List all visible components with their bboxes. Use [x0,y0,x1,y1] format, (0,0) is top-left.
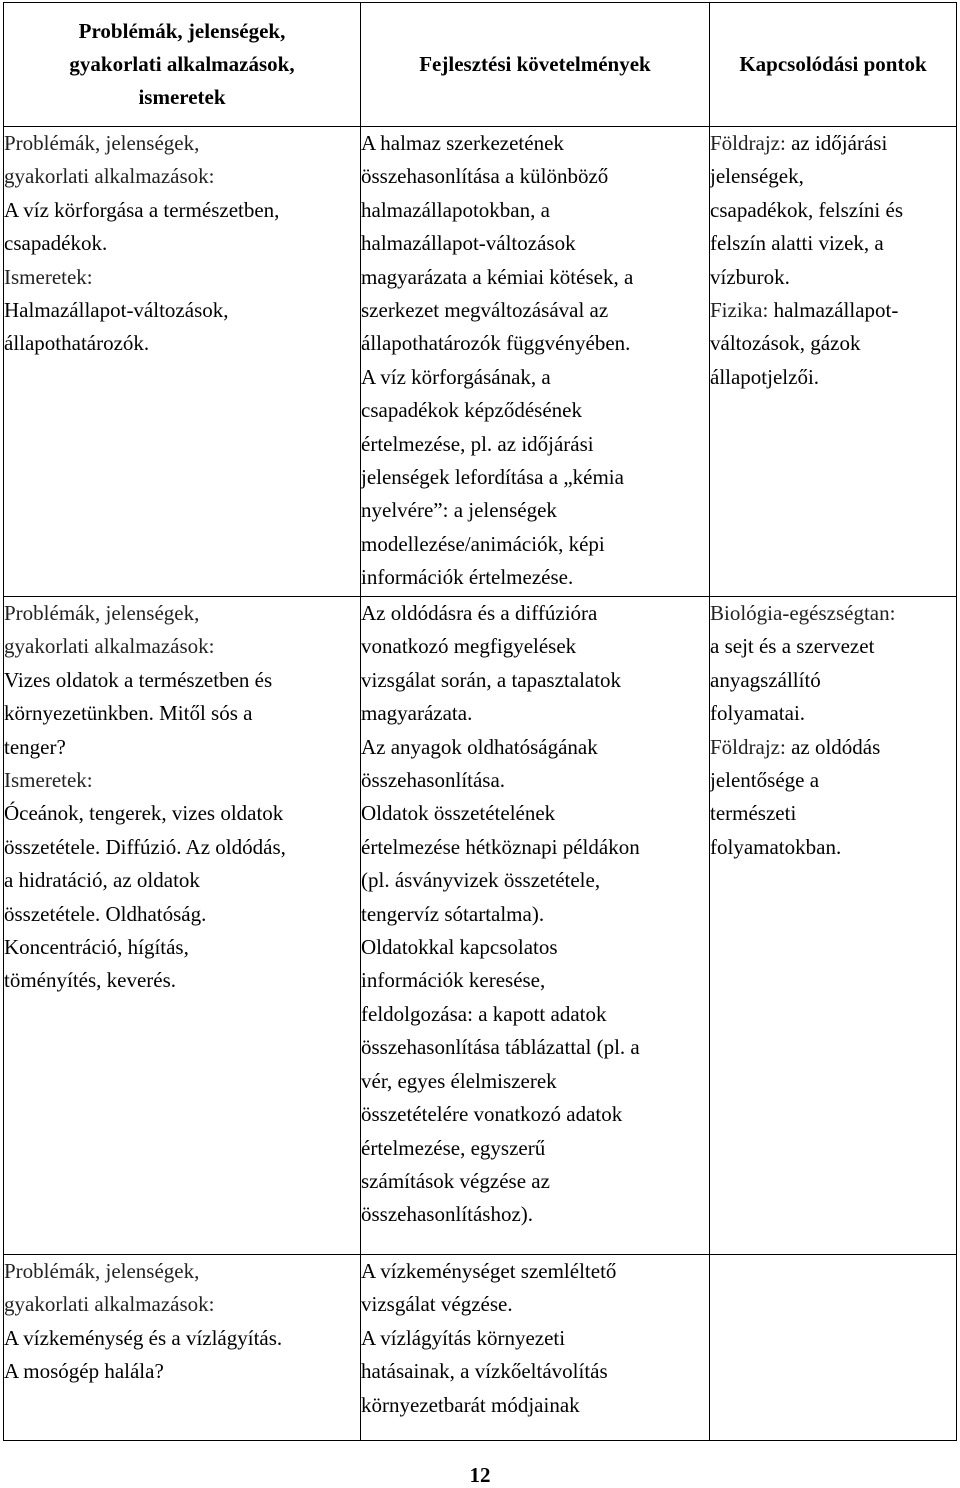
page-number: 12 [469,1463,491,1487]
subject-label: Földrajz: [710,131,786,155]
problems-text: A mosógép halála? [4,1359,164,1384]
row2-requirements-cell [361,597,710,1255]
req-line: számítások végzése az [361,1168,550,1193]
req-line: magyarázata. [361,701,473,726]
problems-text: A vízkeménység és a vízlágyítás. [4,1325,283,1350]
connection-text: változások, gázok [710,331,861,356]
connection-text: jelentősége a [710,768,820,793]
connection-text: csapadékok, felszíni és [710,197,904,222]
problems-label: Problémák, jelenségek, [4,131,200,155]
req-line: állapothatározók függvényében. [361,331,631,356]
req-line: információk értelmezése. [361,565,574,590]
problems-label: Problémák, jelenségek, [4,1259,200,1283]
req-line: szerkezet megváltozásával az [361,298,609,323]
req-line: A vízkeménységet szemléltető [361,1259,617,1283]
header-col1-line: gyakorlati alkalmazások, [69,52,295,76]
connection-entry [710,294,956,327]
req-line: feldolgozása: a kapott adatok [361,1001,607,1026]
header-col-problems [4,3,361,127]
knowledge-text: Óceánok, tengerek, vizes oldatok [4,801,284,826]
row1-problems-cell [4,127,361,597]
knowledge-text: Halmazállapot-változások, [4,298,229,323]
row2-problems-cell [4,597,361,1255]
table-row [4,597,957,1255]
connection-text: az oldódás [785,734,881,759]
header-col3-text: Kapcsolódási pontok [739,52,927,76]
connection-text: felszín alatti vizek, a [710,231,884,256]
req-line: összehasonlításhoz). [361,1202,534,1227]
knowledge-text: összetétele. Oldhatóság. [4,901,207,926]
req-line: A halmaz szerkezetének [361,131,564,155]
connection-text: jelenségek, [710,164,804,189]
connection-text: halmazállapot- [768,298,899,323]
problems-label: gyakorlati alkalmazások: [4,164,215,189]
header-col-connections [710,3,957,127]
row1-requirements-cell [361,127,710,597]
row3-connections-cell [710,1255,957,1441]
req-line: Az oldódásra és a diffúzióra [361,601,598,625]
subject-label: Földrajz: [710,734,786,759]
knowledge-text: a hidratáció, az oldatok [4,868,200,893]
knowledge-text: töményítés, keverés. [4,968,177,993]
req-line: A vízlágyítás környezeti [361,1325,566,1350]
knowledge-label: Ismeretek: [4,264,93,289]
req-line: tengervíz sótartalma). [361,901,545,926]
problems-text: A víz körforgása a természetben, [4,197,280,222]
req-line: összehasonlítása a különböző [361,164,609,189]
req-line: Oldatokkal kapcsolatos [361,935,558,960]
req-line: összetételére vonatkozó adatok [361,1102,623,1127]
req-line: halmazállapotokban, a [361,197,550,222]
req-line: értelmezése, pl. az időjárási [361,431,594,456]
connection-text: természeti [710,801,797,826]
subject-label: Biológia-egészségtan: [710,601,896,625]
knowledge-text: állapothatározók. [4,331,150,356]
req-line: magyarázata a kémiai kötések, a [361,264,634,289]
knowledge-text: összetétele. Diffúzió. Az oldódás, [4,834,286,859]
row3-problems-cell [4,1255,361,1441]
connection-text: állapotjelzői. [710,364,820,389]
req-line: vonatkozó megfigyelések [361,634,577,659]
row3-requirements-cell [361,1255,710,1441]
connection-entry [710,731,956,764]
req-line: jelenségek lefordítása a „kémia [361,465,624,490]
header-col-requirements [361,3,710,127]
curriculum-table [3,2,957,1441]
connection-text: az időjárási [785,131,888,155]
connection-text: a sejt és a szervezet [710,634,875,659]
req-line: csapadékok képződésének [361,398,582,423]
req-line: vér, egyes élelmiszerek [361,1068,557,1093]
req-line: modellezése/animációk, képi [361,531,605,556]
req-line: halmazállapot-változások [361,231,576,256]
row2-connections-cell [710,597,957,1255]
req-line: nyelvére”: a jelenségek [361,498,557,523]
req-line: összehasonlítása. [361,768,506,793]
req-line: összehasonlítása táblázattal (pl. a [361,1035,640,1060]
req-line: Oldatok összetételének [361,801,556,826]
header-col1-line: ismeretek [138,85,226,109]
req-line: (pl. ásványvizek összetétele, [361,868,601,893]
problems-text: tenger? [4,734,66,759]
table-row [4,1255,957,1441]
connection-text: vízburok. [710,264,790,289]
connection-text: folyamatai. [710,701,806,726]
problems-text: környezetünkben. Mitől sós a [4,701,253,726]
table-row [4,127,957,597]
req-line: értelmezése hétköznapi példákon [361,834,640,859]
problems-text: csapadékok. [4,231,108,256]
problems-label: gyakorlati alkalmazások: [4,1292,215,1317]
row1-connections-cell [710,127,957,597]
connection-text: anyagszállító [710,667,821,692]
req-line: hatásainak, a vízkőeltávolítás [361,1359,608,1384]
req-line: Az anyagok oldhatóságának [361,734,598,759]
req-line: információk keresése, [361,968,546,993]
connection-entry [710,127,956,160]
req-line: értelmezése, egyszerű [361,1135,546,1160]
table-header-row [4,3,957,127]
req-line: vizsgálat végzése. [361,1292,513,1317]
problems-text: Vizes oldatok a természetben és [4,667,273,692]
header-col1-line: Problémák, jelenségek, [78,19,286,43]
subject-label: Fizika: [710,298,769,323]
req-line: vizsgálat során, a tapasztalatok [361,667,622,692]
knowledge-label: Ismeretek: [4,768,93,793]
connection-text: folyamatokban. [710,834,842,859]
req-line: A víz körforgásának, a [361,364,551,389]
problems-label: Problémák, jelenségek, [4,601,200,625]
problems-label: gyakorlati alkalmazások: [4,634,215,659]
knowledge-text: Koncentráció, hígítás, [4,935,189,960]
req-line: környezetbarát módjainak [361,1392,580,1417]
header-col2-text: Fejlesztési követelmények [419,52,651,76]
